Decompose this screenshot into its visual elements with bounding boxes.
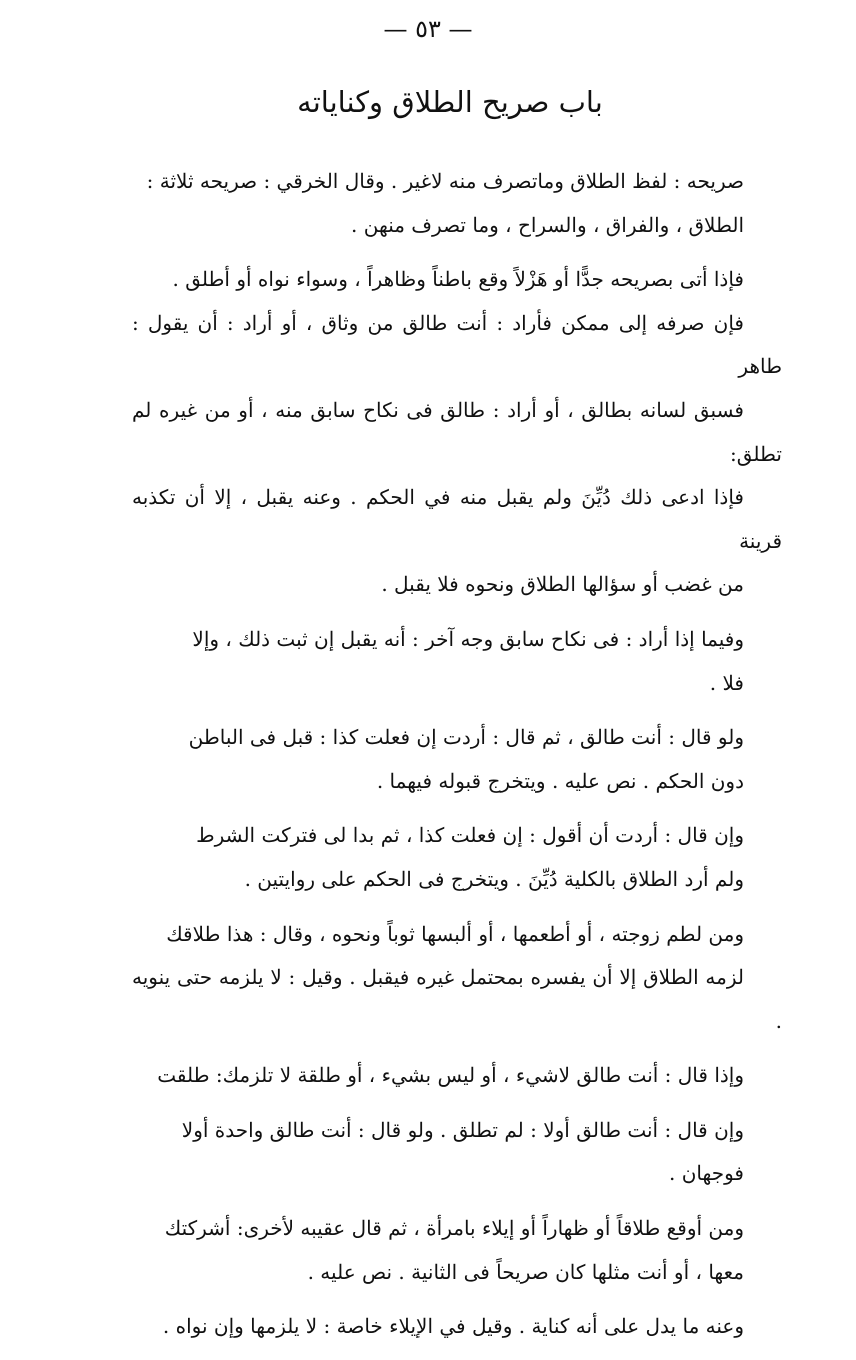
paragraph-4 [132,716,782,803]
paragraph-6 [132,913,782,1044]
text-line: فوجهان . [669,1161,744,1186]
text-line: صريحه : لفظ الطلاق وماتصرف منه لاغير . وقال الخرقي : صريحه ثلاثة : [146,169,744,193]
paragraph-2 [132,258,782,607]
paragraph-1 [132,160,782,247]
paragraph-7 [132,1054,782,1098]
paragraph-10 [132,1305,782,1349]
text-line: فإن صرفه إلى ممكن فأراد : أنت طالق من وثاق ، أو أراد : أن يقول : طاهر [132,310,782,379]
text-line: فإذا أتى بصريحه جدًّا أو هَزْلاً وقع باطناً وظاهراً ، وسواء نواه أو أطلق . [172,267,744,292]
text-line: ولو قال : أنت طالق ، ثم قال : أردت إن فعلت كذا : قبل فى الباطن [188,725,744,750]
text-line: ومن لطم زوجته ، أو أطعمها ، أو ألبسها ثوباً ونحوه ، وقال : هذا طلاقك [166,921,744,946]
paragraph-5 [132,814,782,901]
paragraph-3 [132,618,782,705]
text-line: من غضب أو سؤالها الطلاق ونحوه فلا يقبل . [381,572,744,597]
text-line: وعنه ما يدل على أنه كناية . وقيل في الإيلاء خاصة : لا يلزمها وإن نواه . [162,1314,744,1339]
chapter-title: باب صريح الطلاق وكناياته [297,85,603,119]
text-line: الطلاق ، والفراق ، والسراح ، وما تصرف منهن . [351,212,744,237]
text-line: وفيما إذا أراد : فى نكاح سابق وجه آخر : أنه يقبل إن ثبت ذلك ، وإلا [192,626,744,651]
text-line: وإن قال : أنت طالق أولا : لم تطلق . ولو قال : أنت طالق واحدة أولا [181,1117,744,1142]
text-line: وإذا قال : أنت طالق لاشيء ، أو ليس بشيء ، أو طلقة لا تلزمك: طلقت [157,1063,744,1088]
text-line: فسبق لسانه بطالق ، أو أراد : طالق فى نكاح سابق منه ، أو من غيره لم تطلق: [132,397,782,466]
text-line: ولم أرد الطلاق بالكلية دُيِّنَ . ويتخرج فى الحكم على روايتين . [244,866,744,891]
text-line: ومن أوقع طلاقاً أو ظهاراً أو إيلاء بامرأة ، ثم قال عقيبه لأخرى: أشركتك [164,1216,744,1241]
body-text [132,160,782,1360]
paragraph-9 [132,1207,782,1294]
text-line: دون الحكم . نص عليه . ويتخرج قبوله فيهما . [376,768,744,793]
text-line: فإذا ادعى ذلك دُيِّنَ ولم يقبل منه في الحكم . وعنه يقبل ، إلا أن تكذبه قرينة [132,485,782,553]
page-number: — ٥٣ — [383,15,473,43]
text-line: معها ، أو أنت مثلها كان صريحاً فى الثانية . نص عليه . [307,1259,744,1284]
text-line: وإن قال : أردت أن أقول : إن فعلت كذا ، ثم بدا لى فتركت الشرط [196,823,744,848]
text-line: فلا . [709,670,744,695]
text-line: لزمه الطلاق إلا أن يفسره بمحتمل غيره فيقبل . وقيل : لا يلزمه حتى ينويه . [132,965,782,1033]
paragraph-8 [132,1109,782,1196]
